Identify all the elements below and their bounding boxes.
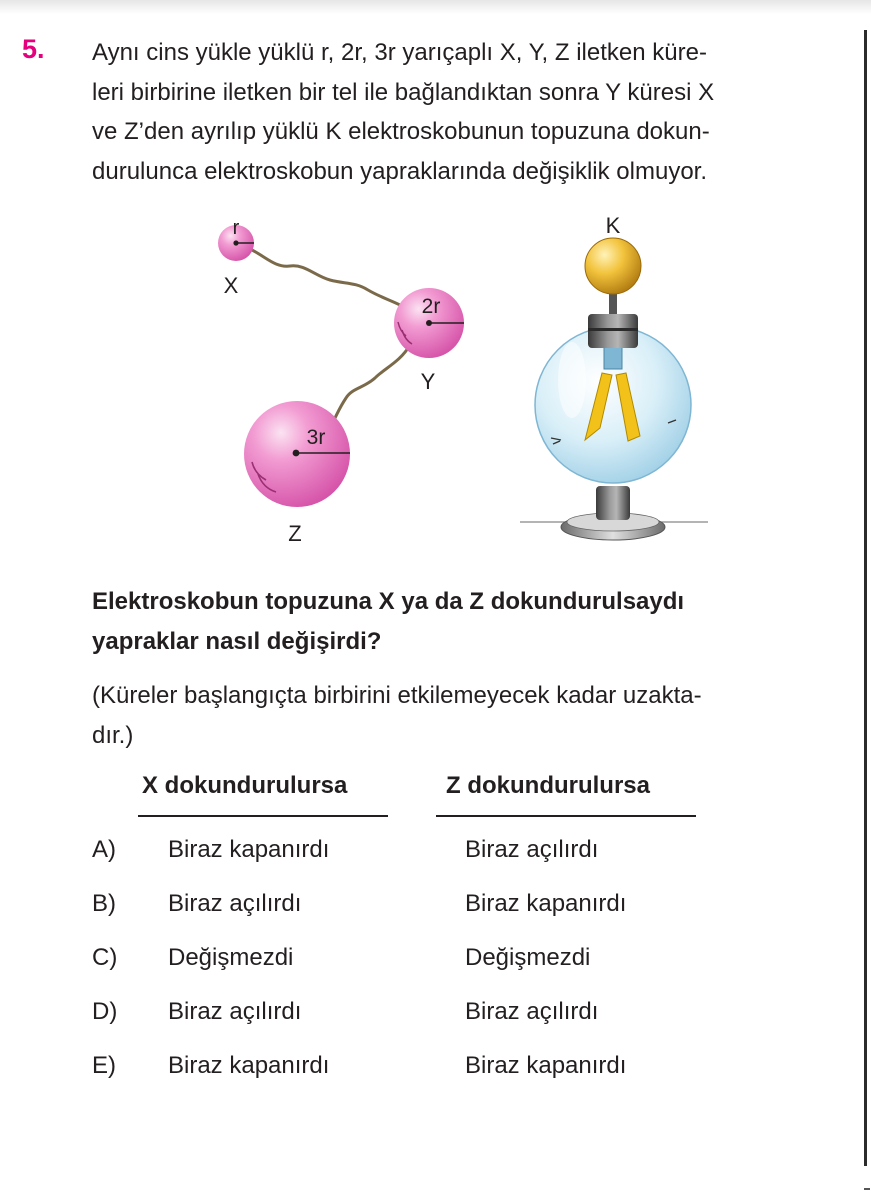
option-letter: C) [92, 944, 118, 971]
stem-line: Aynı cins yükle yüklü r, 2r, 3r yarıçaplı X, Y, Z iletken küre- [92, 39, 707, 66]
note-line: (Küreler başlangıçta birbirini etkilemeyecek kadar uzakta- [92, 682, 702, 709]
option-x-value: Biraz açılırdı [168, 998, 302, 1025]
option-letter: E) [92, 1052, 116, 1079]
question-note [92, 676, 838, 756]
question-number: 5. [22, 34, 45, 64]
note-line: dır.) [92, 722, 134, 749]
column-rule-x [138, 815, 388, 817]
column-header-z: Z dokundurulursa [446, 772, 650, 799]
answer-option-b[interactable] [0, 890, 871, 926]
question-prompt [92, 582, 838, 662]
option-z-value: Değişmezdi [465, 944, 591, 971]
option-x-value: Biraz kapanırdı [168, 1052, 330, 1079]
sphere-z-radius-label: 3r [306, 426, 326, 449]
option-x-value: Biraz açılırdı [168, 890, 302, 917]
option-letter: D) [92, 998, 118, 1025]
stem-line: ve Z’den ayrılıp yüklü K elektroskobunun topuzuna dokun- [92, 118, 710, 145]
sphere-y-name-label: Y [420, 369, 436, 394]
electroscope-k [520, 238, 708, 540]
wire-y-to-z [334, 345, 410, 420]
spheres-and-electroscope-figure [200, 205, 720, 565]
sphere-y-radius-label: 2r [421, 295, 441, 318]
option-x-value: Biraz kapanırdı [168, 836, 330, 863]
option-x-value: Değişmezdi [168, 944, 294, 971]
sphere-z-name-label: Z [288, 521, 302, 546]
prompt-line: yapraklar nasıl değişirdi? [92, 628, 382, 655]
column-header-x: X dokundurulursa [142, 772, 348, 799]
option-letter: B) [92, 890, 116, 917]
answer-option-c[interactable] [0, 944, 871, 980]
option-z-value: Biraz açılırdı [465, 836, 599, 863]
option-letter: A) [92, 836, 116, 863]
column-rule-z [436, 815, 696, 817]
electroscope-name-label: K [605, 213, 621, 238]
option-z-value: Biraz açılırdı [465, 998, 599, 1025]
sphere-x-name-label: X [223, 273, 239, 298]
page-right-rule [864, 30, 867, 1166]
option-z-value: Biraz kapanırdı [465, 890, 627, 917]
stem-line: durulunca elektroskobun yapraklarında değişiklik olmuyor. [92, 157, 707, 185]
page-corner-mark [864, 1188, 870, 1190]
sphere-z [244, 401, 350, 507]
wire-x-to-y [250, 249, 400, 305]
sphere-x-radius-label: r [232, 217, 240, 239]
option-z-value: Biraz kapanırdı [465, 1052, 627, 1079]
stem-line: leri birbirine iletken bir tel ile bağlandıktan sonra Y küresi X [92, 78, 715, 106]
answer-option-d[interactable] [0, 998, 871, 1034]
prompt-line: Elektroskobun topuzuna X ya da Z dokundurulsaydı [92, 588, 685, 615]
page-top-shadow [0, 0, 871, 14]
question-stem [92, 33, 838, 191]
answer-option-a[interactable] [0, 836, 871, 872]
answer-option-e[interactable] [0, 1052, 871, 1088]
